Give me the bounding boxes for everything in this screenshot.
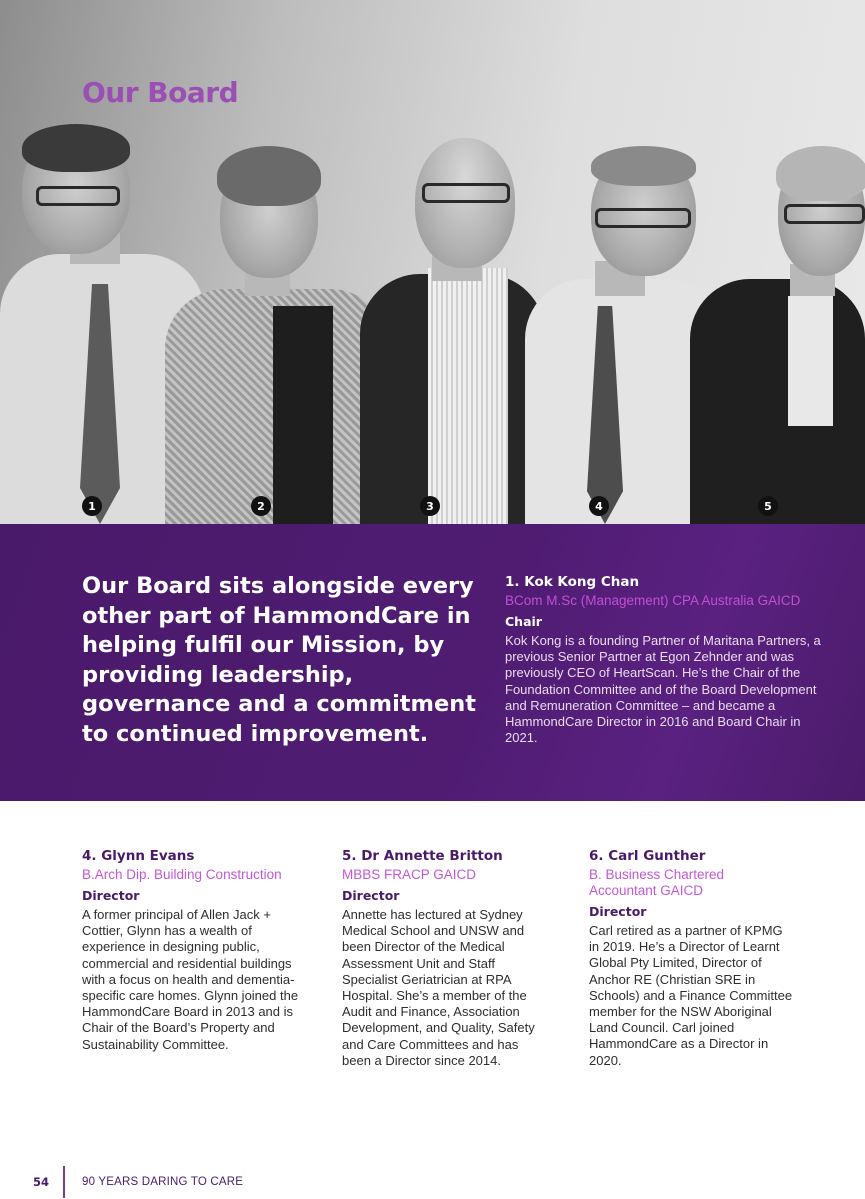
member-bio: Kok Kong is a founding Partner of Maritana Partners, a previous Senior Partner at Egon Zehnder and was previously CEO of HeartScan. He’s the Chair of the Foundation Committee and of the Board Development and Remuneration Committee – and became a HammondCare Director in 2016 and Board Chair in 2021. (505, 633, 821, 746)
board-member-photo-3 (360, 138, 545, 524)
chair-profile (505, 574, 835, 746)
member-bio: A former principal of Allen Jack + Cottier, Glynn has a wealth of experience in designing public, commercial and residential buildings with a focus on health and dementia-specific care homes. Glynn joined the HammondCare Board in 2013 and is Chair of the Board’s Property and Sustainability Committee. (82, 907, 299, 1052)
member-role: Chair (505, 614, 542, 629)
member-role: Director (342, 888, 400, 903)
board-member-photo-5 (690, 146, 865, 524)
member-credentials: BCom M.Sc (Management) CPA Australia GAICD (505, 593, 801, 608)
page-title: Our Board (82, 76, 239, 109)
member-number-badge-4: 4 (589, 496, 609, 516)
member-bio: Annette has lectured at Sydney Medical School and UNSW and been Director of the Medical Assessment Unit and Staff Specialist Geriatrician at RPA Hospital. She’s a member of the Audit and Finance, Association Development, and Quality, Safety and Care Committees and has been a Director since 2014. (342, 907, 535, 1068)
member-role: Director (589, 904, 647, 919)
member-name: 4. Glynn Evans (82, 848, 195, 864)
board-group-photo (0, 0, 865, 524)
member-name: 6. Carl Gunther (589, 848, 706, 864)
member-name: 5. Dr Annette Britton (342, 848, 503, 864)
member-number-badge-2: 2 (251, 496, 271, 516)
profile-glynn-evans (82, 848, 314, 1053)
member-credentials: B. Business Chartered Accountant GAICD (589, 867, 725, 898)
footer-tagline: 90 YEARS DARING TO CARE (82, 1176, 244, 1188)
page-number: 54 (33, 1175, 50, 1189)
member-role: Director (82, 888, 140, 903)
mission-quote: Our Board sits alongside every other part of HammondCare in helping fulfil our Mission, by providing leadership, governance and a commitment to continued improvement. (82, 573, 477, 747)
member-number-badge-3: 3 (420, 496, 440, 516)
member-number-badge-5: 5 (758, 496, 778, 516)
profile-annette-britton (342, 848, 550, 1069)
member-bio: Carl retired as a partner of KPMG in 2019. He’s a Director of Learnt Global Pty Limited, Director of Anchor RE (Christian SRE in Schools) and a Finance Committee member for the NSW Aboriginal Land Council. Carl joined HammondCare as a Director in 2020. (589, 923, 793, 1068)
member-number-badge-1: 1 (82, 496, 102, 516)
profile-carl-gunther (589, 848, 794, 1069)
member-name: 1. Kok Kong Chan (505, 574, 640, 590)
board-member-photo-2 (165, 146, 390, 524)
member-credentials: B.Arch Dip. Building Construction (82, 867, 282, 882)
footer-divider (63, 1166, 65, 1198)
member-credentials: MBBS FRACP GAICD (342, 867, 477, 882)
